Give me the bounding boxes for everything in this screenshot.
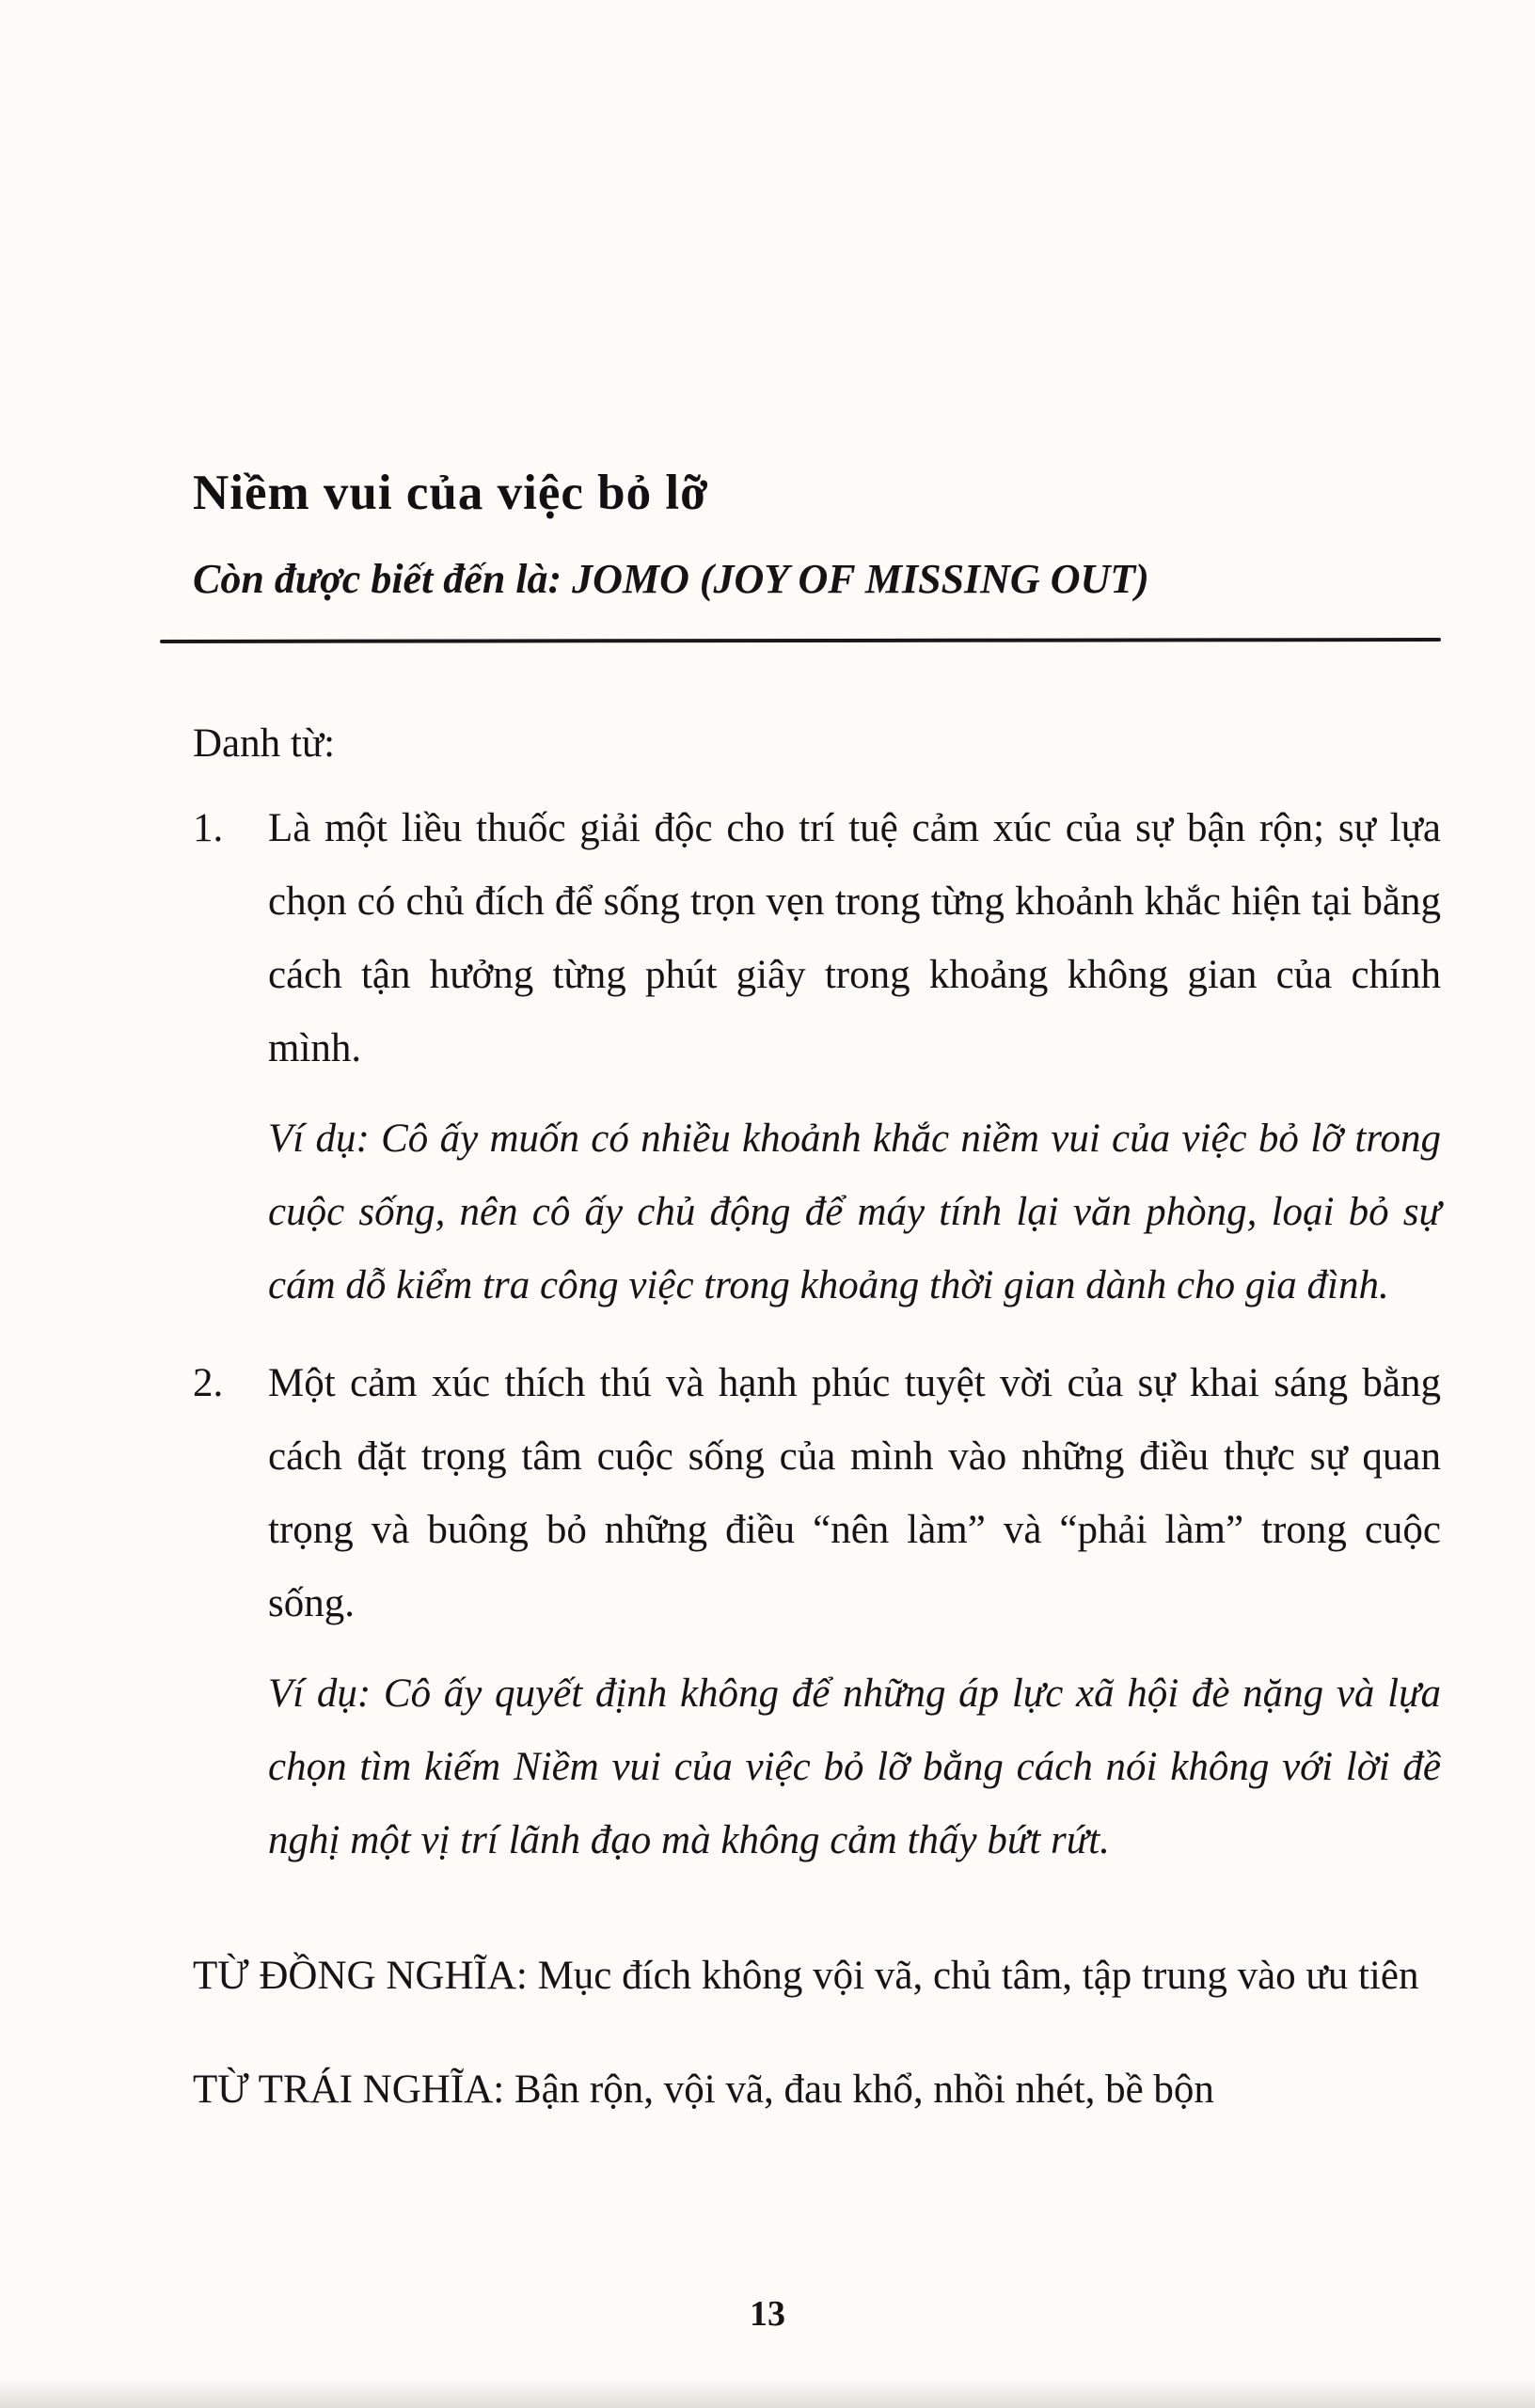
divider-rule xyxy=(160,638,1441,643)
entry-subtitle: Còn được biết đến là: JOMO (JOY OF MISSING OUT) xyxy=(193,555,1149,602)
antonyms-text: Bận rộn, vội vã, đau khổ, nhồi nhét, bề bộn xyxy=(514,2067,1214,2113)
definition-example-1: Ví dụ: Cô ấy muốn có nhiều khoảnh khắc niềm vui của việc bỏ lỡ trong cuộc sống, nên cô ấy chủ động để máy tính lại văn phòng, loại bỏ sự cám dỗ kiểm tra công việc trong khoảng thời gian dành cho gia đình. xyxy=(268,1117,1441,1308)
antonyms-label: TỪ TRÁI NGHĨA: xyxy=(193,2067,505,2113)
definition-example-2: Ví dụ: Cô ấy quyết định không để những áp lực xã hội đè nặng và lựa chọn tìm kiếm Niềm vui của việc bỏ lỡ bằng cách nói không với lời đề nghị một vị trí lãnh đạo mà không cảm thấy bứt rứt. xyxy=(268,1671,1441,1863)
page-content xyxy=(193,431,1441,2167)
antonyms-line xyxy=(193,2053,1441,2127)
definition-number: 1. xyxy=(193,806,224,851)
definition-item-2 xyxy=(193,1347,1441,1640)
definition-list xyxy=(193,792,1441,1877)
scan-edge-shadow xyxy=(0,2380,1535,2408)
definition-text: Là một liều thuốc giải độc cho trí tuệ cảm xúc của sự bận rộn; sự lựa chọn có chủ đích để sống trọn vẹn trong từng khoảnh khắc hiện tại bằng cách tận hưởng từng phút giây trong khoảng không gian của chính mình. xyxy=(268,806,1441,1071)
entry-title: Niềm vui của việc bỏ lỡ xyxy=(193,465,709,520)
definition-number: 2. xyxy=(193,1361,224,1406)
synonyms-label: TỪ ĐỒNG NGHĨA: xyxy=(193,1954,528,1999)
page-number: 13 xyxy=(750,2294,785,2334)
synonyms-text: Mục đích không vội vã, chủ tâm, tập trung vào ưu tiên xyxy=(537,1954,1419,1999)
definition-text: Một cảm xúc thích thú và hạnh phúc tuyệt vời của sự khai sáng bằng cách đặt trọng tâm cuộc sống của mình vào những điều thực sự quan trọng và buông bỏ những điều “nên làm” và “phải làm” trong cuộc sống. xyxy=(268,1361,1441,1626)
definition-item-1 xyxy=(193,792,1441,1085)
synonyms-line xyxy=(193,1940,1441,2013)
part-of-speech-label: Danh từ: xyxy=(193,721,336,766)
